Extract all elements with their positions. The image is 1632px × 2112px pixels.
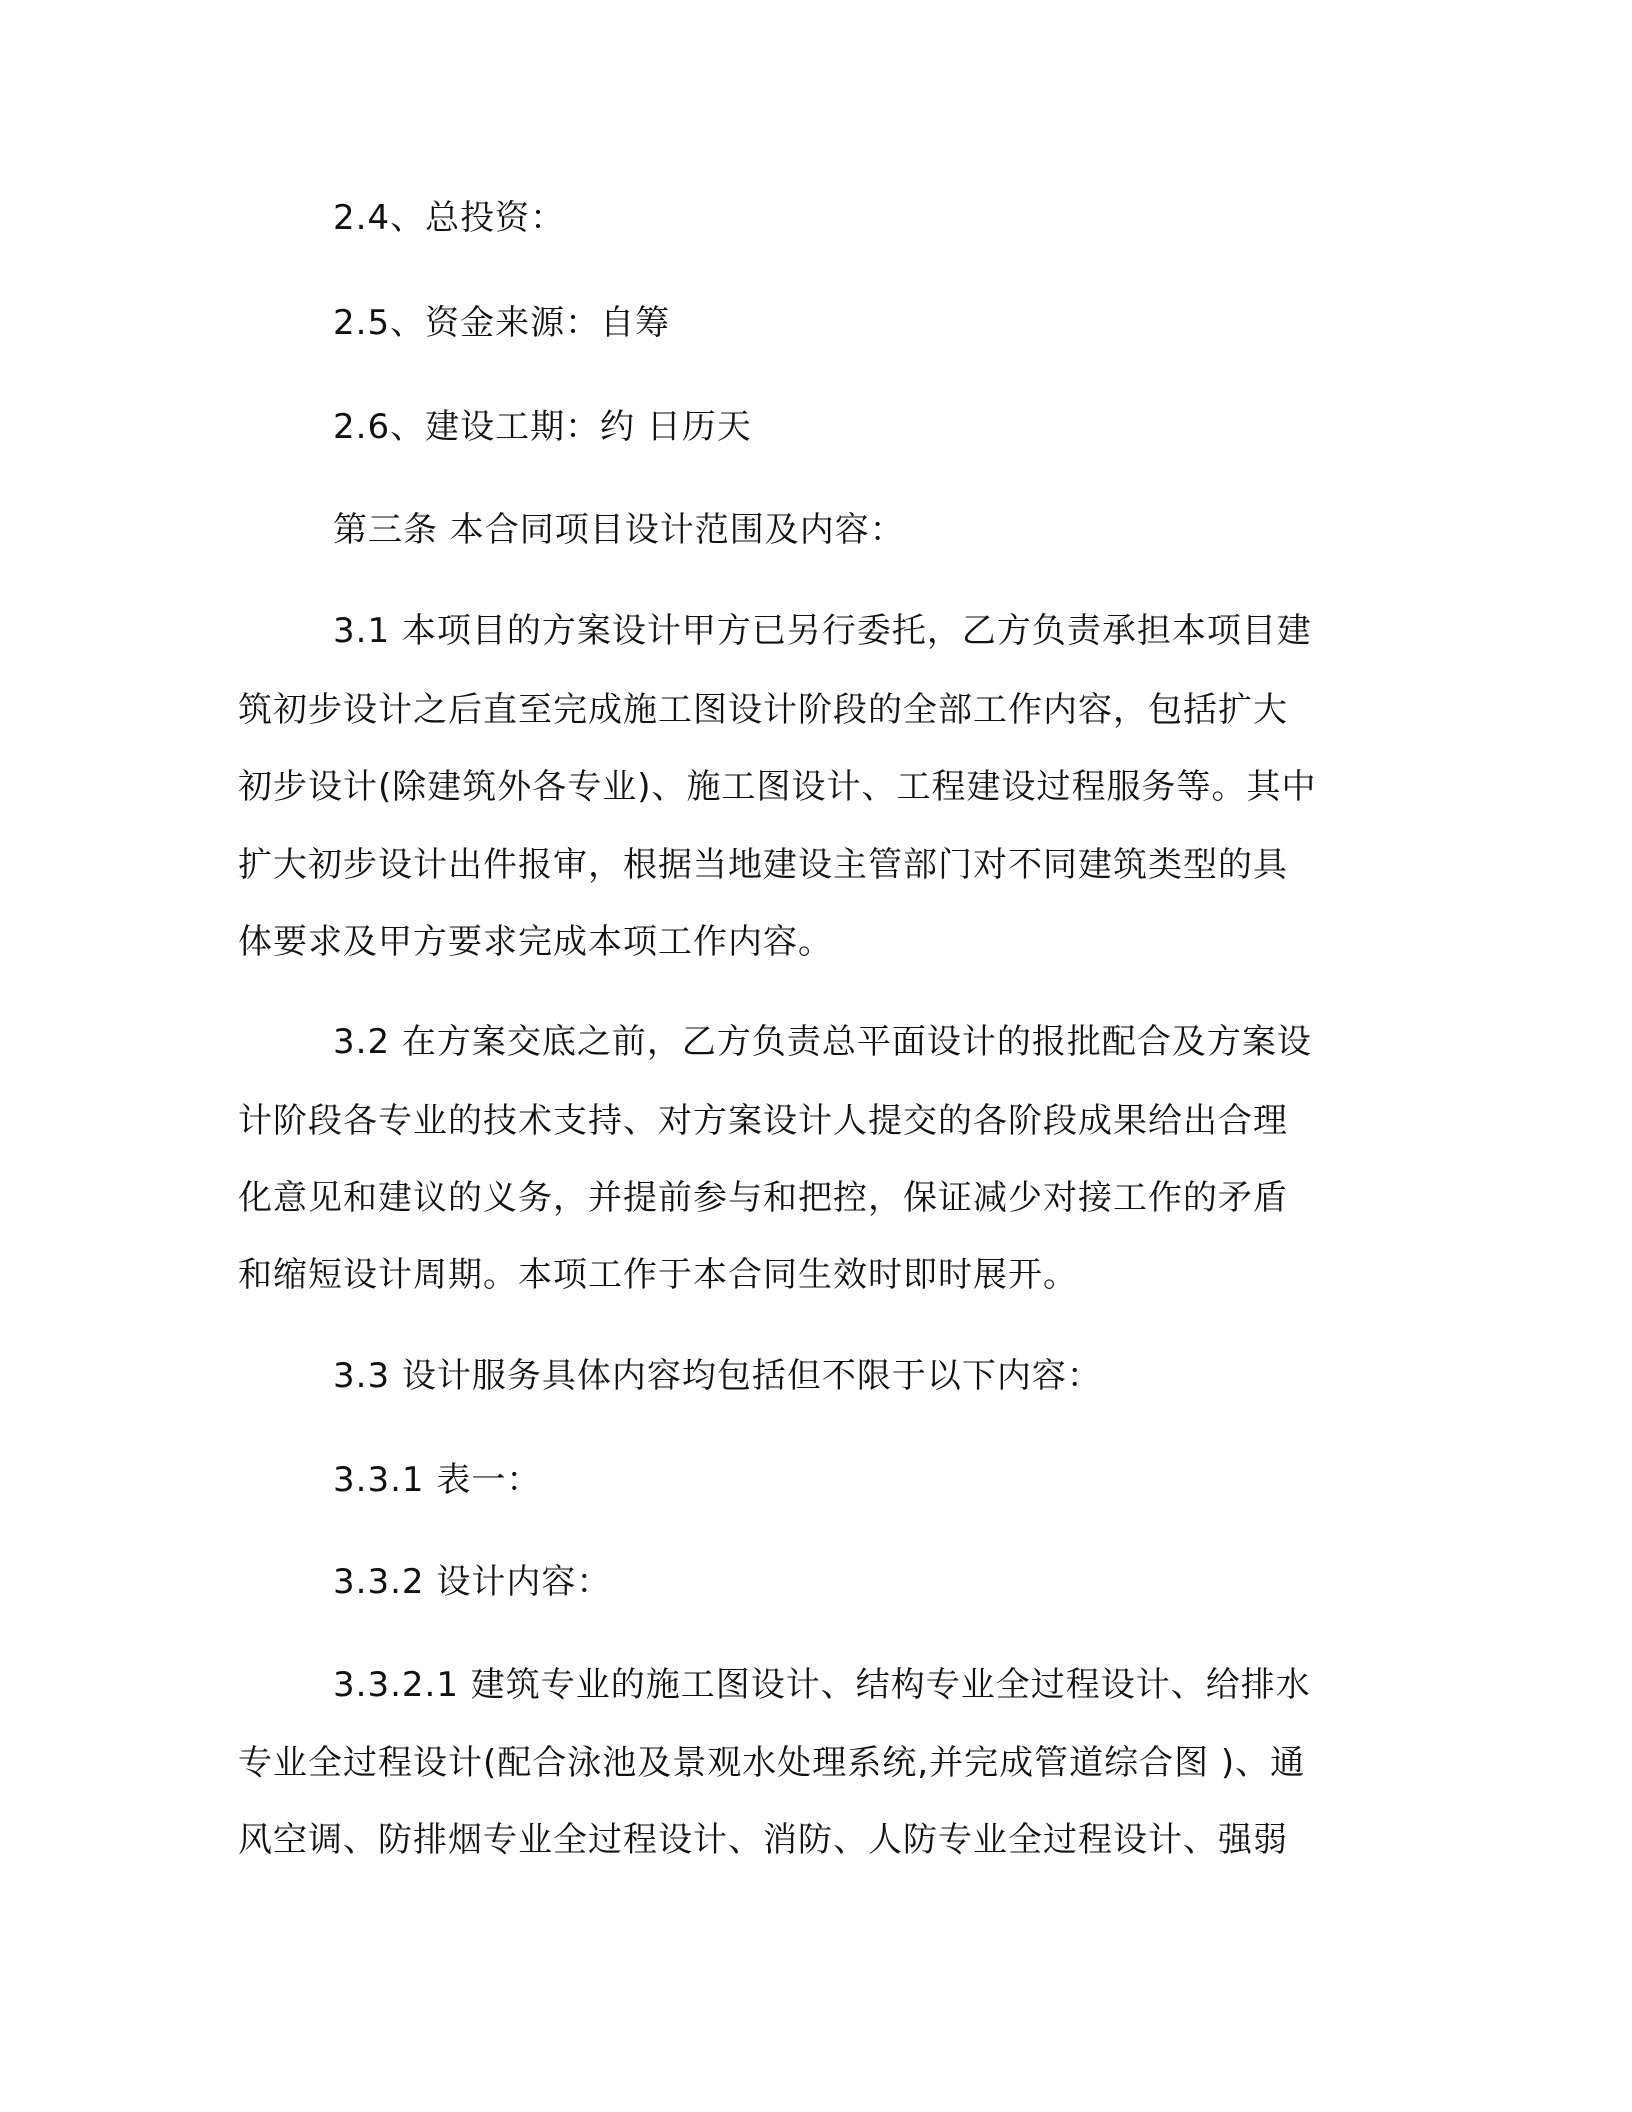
paragraph-3-2-line-1: 3.2 在方案交底之前，乙方负责总平面设计的报批配合及方案设: [333, 1022, 1312, 1062]
paragraph-3-3-2-1-line-1: 3.3.2.1 建筑专业的施工图设计、结构专业全过程设计、给排水: [333, 1665, 1311, 1705]
paragraph-3-1-line-4: 扩大初步设计出件报审，根据当地建设主管部门对不同建筑类型的具: [238, 845, 1288, 885]
item-2-4: 2.4、总投资：: [333, 198, 566, 238]
item-3-3-2: 3.3.2 设计内容：: [333, 1562, 612, 1602]
item-3-3-1: 3.3.1 表一：: [333, 1460, 542, 1500]
item-2-6: 2.6、建设工期：约 日历天: [333, 407, 752, 447]
paragraph-3-2-line-2: 计阶段各专业的技术支持、对方案设计人提交的各阶段成果给出合理: [238, 1101, 1288, 1141]
paragraph-3-2-line-4: 和缩短设计周期。本项工作于本合同生效时即时展开。: [238, 1255, 1078, 1295]
paragraph-3-3-2-1-line-2: 专业全过程设计(配合泳池及景观水处理系统,并完成管道综合图 )、通: [238, 1743, 1306, 1783]
paragraph-3-3-2-1-line-3: 风空调、防排烟专业全过程设计、消防、人防专业全过程设计、强弱: [238, 1820, 1288, 1860]
article-3-heading: 第三条 本合同项目设计范围及内容：: [333, 510, 905, 550]
item-2-5: 2.5、资金来源：自筹: [333, 303, 671, 343]
paragraph-3-1-line-3: 初步设计(除建筑外各专业)、施工图设计、工程建设过程服务等。其中: [238, 767, 1317, 807]
paragraph-3-1-line-2: 筑初步设计之后直至完成施工图设计阶段的全部工作内容，包括扩大: [238, 690, 1288, 730]
item-3-3: 3.3 设计服务具体内容均包括但不限于以下内容：: [333, 1356, 1102, 1396]
paragraph-3-1-line-1: 3.1 本项目的方案设计甲方已另行委托，乙方负责承担本项目建: [333, 611, 1312, 651]
paragraph-3-1-line-5: 体要求及甲方要求完成本项工作内容。: [238, 922, 833, 962]
paragraph-3-2-line-3: 化意见和建议的义务，并提前参与和把控，保证减少对接工作的矛盾: [238, 1178, 1288, 1218]
